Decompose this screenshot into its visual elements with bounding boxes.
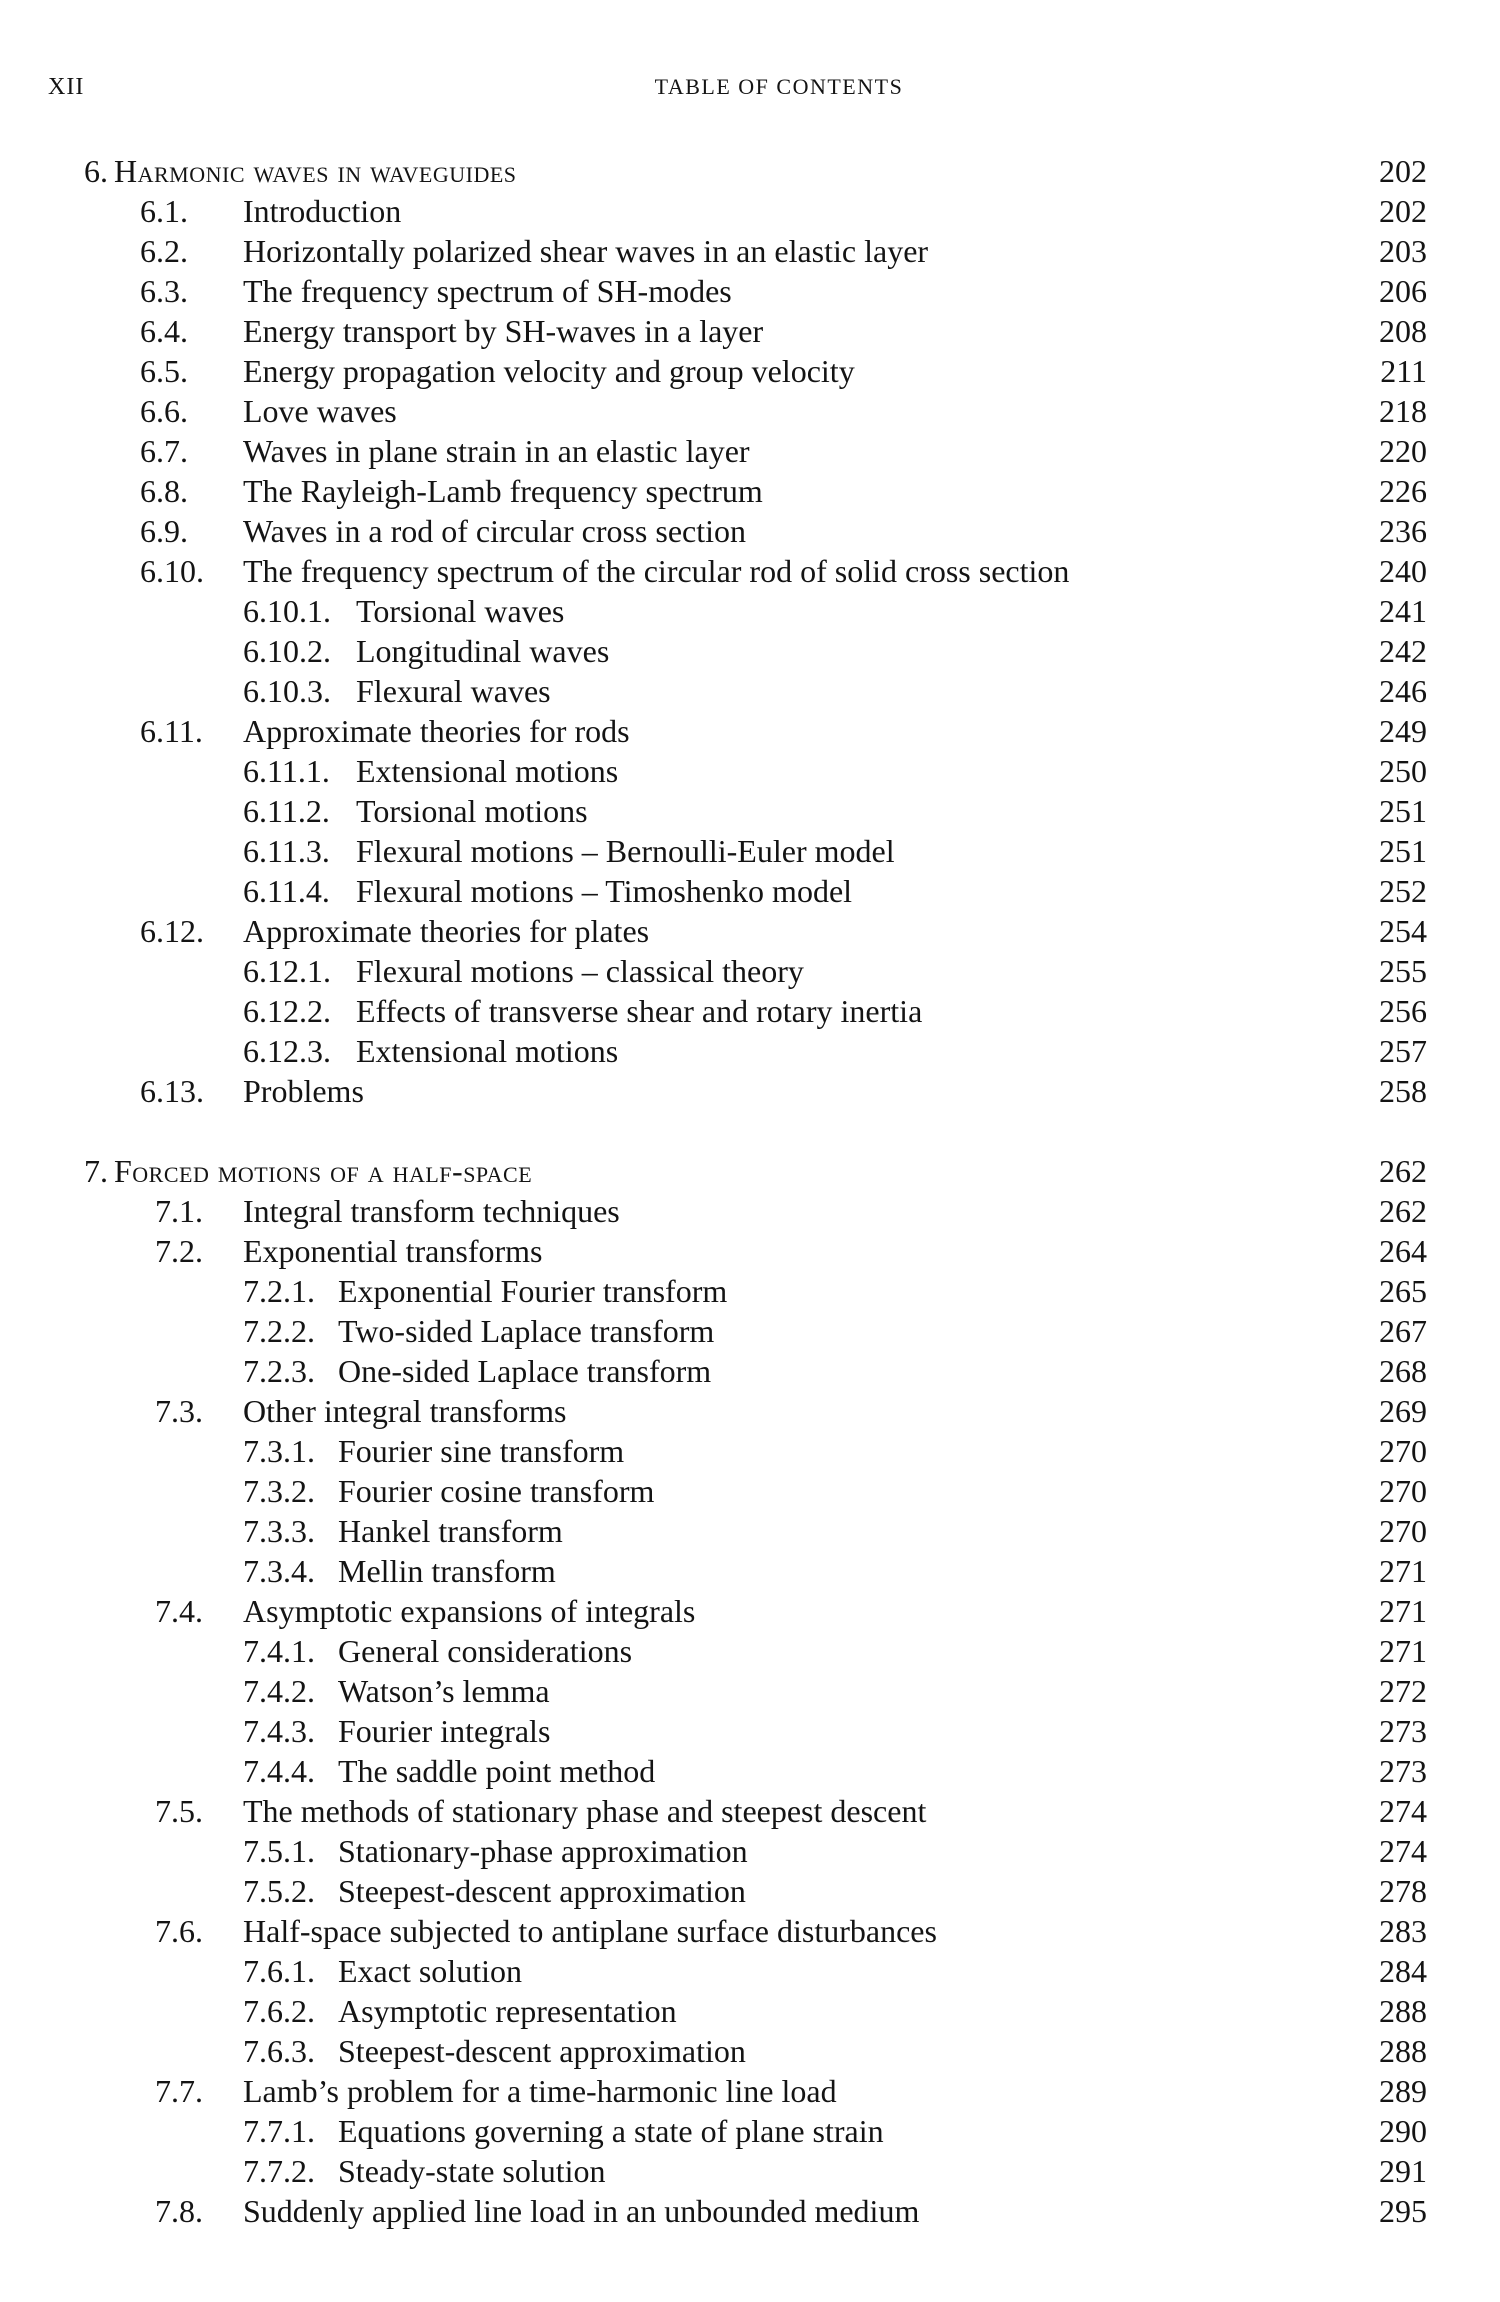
entry-page: 202 bbox=[1379, 193, 1427, 229]
toc-subsection-entry[interactable] bbox=[0, 1991, 1500, 2031]
toc-section-entry[interactable] bbox=[0, 511, 1500, 551]
entry-page: 289 bbox=[1379, 2073, 1427, 2109]
entry-number: 6.5. bbox=[140, 353, 188, 389]
toc-section-entry[interactable] bbox=[0, 1791, 1500, 1831]
toc-subsection-entry[interactable] bbox=[0, 631, 1500, 671]
toc-section-entry[interactable] bbox=[0, 271, 1500, 311]
chapter-number: 6. bbox=[84, 153, 108, 189]
chapter-page: 262 bbox=[1379, 1153, 1427, 1189]
entry-title: Equations governing a state of plane strain bbox=[338, 2113, 884, 2149]
entry-page: 274 bbox=[1379, 1793, 1427, 1829]
entry-page: 269 bbox=[1379, 1393, 1427, 1429]
entry-page: 220 bbox=[1379, 433, 1427, 469]
entry-page: 254 bbox=[1379, 913, 1427, 949]
toc-section-entry[interactable] bbox=[0, 471, 1500, 511]
page-number: XII bbox=[48, 74, 85, 100]
entry-number: 6.12.1. bbox=[243, 953, 331, 989]
entry-title: Other integral transforms bbox=[243, 1393, 567, 1429]
entry-number: 7.4.3. bbox=[243, 1713, 315, 1749]
toc-subsection-entry[interactable] bbox=[0, 1431, 1500, 1471]
entry-page: 270 bbox=[1379, 1433, 1427, 1469]
toc-section-entry[interactable] bbox=[0, 1191, 1500, 1231]
entry-page: 291 bbox=[1379, 2153, 1427, 2189]
chapter-title: Forced motions of a half-space bbox=[114, 1153, 533, 1189]
entry-page: 271 bbox=[1379, 1633, 1427, 1669]
entry-page: 241 bbox=[1379, 593, 1427, 629]
chapter-title: Harmonic waves in waveguides bbox=[114, 153, 517, 189]
chapter-gap bbox=[0, 1111, 1500, 1151]
entry-number: 6.6. bbox=[140, 393, 188, 429]
toc-subsection-entry[interactable] bbox=[0, 2111, 1500, 2151]
entry-number: 7.7.2. bbox=[243, 2153, 315, 2189]
entry-page: 258 bbox=[1379, 1073, 1427, 1109]
entry-page: 273 bbox=[1379, 1713, 1427, 1749]
toc-section-entry[interactable] bbox=[0, 1231, 1500, 1271]
entry-title: Approximate theories for plates bbox=[243, 913, 650, 949]
entry-title: Longitudinal waves bbox=[356, 633, 610, 669]
entry-page: 288 bbox=[1379, 1993, 1427, 2029]
entry-number: 7.4. bbox=[155, 1593, 203, 1629]
entry-page: 290 bbox=[1379, 2113, 1427, 2149]
toc-section-entry[interactable] bbox=[0, 1071, 1500, 1111]
entry-title: Energy transport by SH-waves in a layer bbox=[243, 313, 764, 349]
toc-subsection-entry[interactable] bbox=[0, 951, 1500, 991]
entry-page: 288 bbox=[1379, 2033, 1427, 2069]
entry-number: 7.5. bbox=[155, 1793, 203, 1829]
table-of-contents bbox=[0, 151, 1500, 2231]
entry-title: Exact solution bbox=[338, 1953, 522, 1989]
entry-title: Asymptotic expansions of integrals bbox=[243, 1593, 696, 1629]
entry-page: 265 bbox=[1379, 1273, 1427, 1309]
entry-title: Exponential transforms bbox=[243, 1233, 543, 1269]
entry-title: Watson’s lemma bbox=[338, 1673, 550, 1709]
entry-number: 6.11.1. bbox=[243, 753, 330, 789]
entry-number: 6.10.1. bbox=[243, 593, 331, 629]
entry-title: Approximate theories for rods bbox=[243, 713, 630, 749]
entry-title: One-sided Laplace transform bbox=[338, 1353, 712, 1389]
toc-subsection-entry[interactable] bbox=[0, 1271, 1500, 1311]
entry-title: Effects of transverse shear and rotary inertia bbox=[356, 993, 923, 1029]
chapter-page: 202 bbox=[1379, 153, 1427, 189]
toc-subsection-entry[interactable] bbox=[0, 1511, 1500, 1551]
toc-subsection-entry[interactable] bbox=[0, 1871, 1500, 1911]
toc-subsection-entry[interactable] bbox=[0, 1671, 1500, 1711]
entry-title: Waves in plane strain in an elastic layer bbox=[243, 433, 750, 469]
entry-page: 262 bbox=[1379, 1193, 1427, 1229]
toc-section-entry[interactable] bbox=[0, 711, 1500, 751]
entry-title: Steady-state solution bbox=[338, 2153, 606, 2189]
entry-title: The frequency spectrum of SH-modes bbox=[243, 273, 732, 309]
entry-number: 7.6.2. bbox=[243, 1993, 315, 2029]
toc-subsection-entry[interactable] bbox=[0, 991, 1500, 1031]
toc-section-entry[interactable] bbox=[0, 1911, 1500, 1951]
toc-subsection-entry[interactable] bbox=[0, 871, 1500, 911]
entry-number: 7.2.2. bbox=[243, 1313, 315, 1349]
toc-section-entry[interactable] bbox=[0, 391, 1500, 431]
entry-number: 7.4.4. bbox=[243, 1753, 315, 1789]
entry-page: 218 bbox=[1379, 393, 1427, 429]
entry-number: 7.5.2. bbox=[243, 1873, 315, 1909]
entry-page: 203 bbox=[1379, 233, 1427, 269]
toc-section-entry[interactable] bbox=[0, 911, 1500, 951]
entry-number: 7.3.2. bbox=[243, 1473, 315, 1509]
toc-subsection-entry[interactable] bbox=[0, 2031, 1500, 2071]
entry-number: 7.6.3. bbox=[243, 2033, 315, 2069]
entry-title: Extensional motions bbox=[356, 1033, 619, 1069]
chapter-heading[interactable] bbox=[0, 1151, 1500, 1191]
toc-subsection-entry[interactable] bbox=[0, 1031, 1500, 1071]
toc-section-entry[interactable] bbox=[0, 2071, 1500, 2111]
entry-page: 271 bbox=[1379, 1593, 1427, 1629]
entry-page: 251 bbox=[1379, 793, 1427, 829]
chapter-7-section bbox=[0, 1151, 1500, 2231]
entry-page: 206 bbox=[1379, 273, 1427, 309]
entry-title: Flexural motions – Bernoulli-Euler model bbox=[356, 833, 895, 869]
entry-title: Energy propagation velocity and group velocity bbox=[243, 353, 855, 389]
entry-page: 270 bbox=[1379, 1473, 1427, 1509]
entry-title: Two-sided Laplace transform bbox=[338, 1313, 715, 1349]
entry-page: 274 bbox=[1379, 1833, 1427, 1869]
entry-title: Horizontally polarized shear waves in an elastic layer bbox=[243, 233, 929, 269]
entry-page: 271 bbox=[1379, 1553, 1427, 1589]
entry-title: Flexural waves bbox=[356, 673, 551, 709]
entry-title: The frequency spectrum of the circular rod of solid cross section bbox=[243, 553, 1070, 589]
toc-subsection-entry[interactable] bbox=[0, 791, 1500, 831]
entry-title: The saddle point method bbox=[338, 1753, 656, 1789]
entry-number: 6.11.3. bbox=[243, 833, 330, 869]
entry-number: 6.12.2. bbox=[243, 993, 331, 1029]
entry-title: Hankel transform bbox=[338, 1513, 563, 1549]
entry-title: Half-space subjected to antiplane surface disturbances bbox=[243, 1913, 937, 1949]
entry-title: Fourier sine transform bbox=[338, 1433, 625, 1469]
entry-number: 7.6.1. bbox=[243, 1953, 315, 1989]
entry-title: Introduction bbox=[243, 193, 402, 229]
entry-title: Integral transform techniques bbox=[243, 1193, 620, 1229]
entry-title: Stationary-phase approximation bbox=[338, 1833, 748, 1869]
entry-page: 283 bbox=[1379, 1913, 1427, 1949]
entry-title: Fourier integrals bbox=[338, 1713, 551, 1749]
entry-number: 7.2.1. bbox=[243, 1273, 315, 1309]
entry-number: 6.10.3. bbox=[243, 673, 331, 709]
entry-page: 246 bbox=[1379, 673, 1427, 709]
entry-title: The Rayleigh-Lamb frequency spectrum bbox=[243, 473, 763, 509]
entry-page: 250 bbox=[1379, 753, 1427, 789]
entry-title: Extensional motions bbox=[356, 753, 619, 789]
entry-title: The methods of stationary phase and steepest descent bbox=[243, 1793, 927, 1829]
toc-subsection-entry[interactable] bbox=[0, 671, 1500, 711]
entry-number: 6.7. bbox=[140, 433, 188, 469]
toc-subsection-entry[interactable] bbox=[0, 1831, 1500, 1871]
entry-number: 7.2. bbox=[155, 1233, 203, 1269]
toc-section-entry[interactable] bbox=[0, 1391, 1500, 1431]
entry-number: 7.7. bbox=[155, 2073, 203, 2109]
entry-page: 226 bbox=[1379, 473, 1427, 509]
entry-number: 6.10. bbox=[140, 553, 204, 589]
entry-title: Flexural motions – Timoshenko model bbox=[356, 873, 853, 909]
entry-number: 6.11.4. bbox=[243, 873, 330, 909]
entry-title: Torsional waves bbox=[356, 593, 565, 629]
entry-page: 295 bbox=[1379, 2193, 1427, 2229]
entry-title: Mellin transform bbox=[338, 1553, 556, 1589]
entry-page: 257 bbox=[1379, 1033, 1427, 1069]
entry-page: 211 bbox=[1380, 353, 1427, 389]
toc-section-entry[interactable] bbox=[0, 191, 1500, 231]
entry-page: 273 bbox=[1379, 1753, 1427, 1789]
toc-section-entry[interactable] bbox=[0, 431, 1500, 471]
toc-section-entry[interactable] bbox=[0, 351, 1500, 391]
entry-number: 6.1. bbox=[140, 193, 188, 229]
toc-subsection-entry[interactable] bbox=[0, 831, 1500, 871]
entry-number: 7.7.1. bbox=[243, 2113, 315, 2149]
entry-page: 278 bbox=[1379, 1873, 1427, 1909]
entry-number: 6.8. bbox=[140, 473, 188, 509]
entry-page: 270 bbox=[1379, 1513, 1427, 1549]
entry-page: 264 bbox=[1379, 1233, 1427, 1269]
entry-number: 6.4. bbox=[140, 313, 188, 349]
entry-title: Asymptotic representation bbox=[338, 1993, 677, 2029]
toc-subsection-entry[interactable] bbox=[0, 2151, 1500, 2191]
entry-page: 242 bbox=[1379, 633, 1427, 669]
entry-number: 7.3.3. bbox=[243, 1513, 315, 1549]
entry-number: 6.11.2. bbox=[243, 793, 330, 829]
chapter-6-section bbox=[0, 151, 1500, 1111]
entry-number: 6.12.3. bbox=[243, 1033, 331, 1069]
chapter-number: 7. bbox=[84, 1153, 108, 1189]
entry-number: 7.3.1. bbox=[243, 1433, 315, 1469]
entry-number: 6.12. bbox=[140, 913, 204, 949]
entry-number: 7.6. bbox=[155, 1913, 203, 1949]
entry-title: Exponential Fourier transform bbox=[338, 1273, 728, 1309]
entry-page: 272 bbox=[1379, 1673, 1427, 1709]
entry-number: 7.3.4. bbox=[243, 1553, 315, 1589]
toc-section-entry[interactable] bbox=[0, 311, 1500, 351]
entry-number: 7.8. bbox=[155, 2193, 203, 2229]
entry-title: Suddenly applied line load in an unbounded medium bbox=[243, 2193, 920, 2229]
entry-number: 6.2. bbox=[140, 233, 188, 269]
entry-page: 240 bbox=[1379, 553, 1427, 589]
entry-page: 251 bbox=[1379, 833, 1427, 869]
toc-subsection-entry[interactable] bbox=[0, 1631, 1500, 1671]
toc-subsection-entry[interactable] bbox=[0, 751, 1500, 791]
entry-number: 7.1. bbox=[155, 1193, 203, 1229]
toc-subsection-entry[interactable] bbox=[0, 1711, 1500, 1751]
entry-page: 256 bbox=[1379, 993, 1427, 1029]
entry-page: 208 bbox=[1379, 313, 1427, 349]
toc-subsection-entry[interactable] bbox=[0, 1311, 1500, 1351]
chapter-7-entries bbox=[0, 1191, 1500, 2231]
entry-number: 7.5.1. bbox=[243, 1833, 315, 1869]
chapter-6-entries bbox=[0, 191, 1500, 1111]
entry-title: Fourier cosine transform bbox=[338, 1473, 655, 1509]
entry-page: 268 bbox=[1379, 1353, 1427, 1389]
entry-title: Problems bbox=[243, 1073, 364, 1109]
entry-number: 6.3. bbox=[140, 273, 188, 309]
entry-number: 6.9. bbox=[140, 513, 188, 549]
toc-subsection-entry[interactable] bbox=[0, 1951, 1500, 1991]
entry-title: Steepest-descent approximation bbox=[338, 2033, 746, 2069]
toc-subsection-entry[interactable] bbox=[0, 1351, 1500, 1391]
toc-subsection-entry[interactable] bbox=[0, 1471, 1500, 1511]
entry-number: 6.10.2. bbox=[243, 633, 331, 669]
entry-number: 7.3. bbox=[155, 1393, 203, 1429]
entry-number: 7.4.2. bbox=[243, 1673, 315, 1709]
toc-subsection-entry[interactable] bbox=[0, 1551, 1500, 1591]
entry-title: Flexural motions – classical theory bbox=[356, 953, 804, 989]
entry-number: 6.11. bbox=[140, 713, 203, 749]
entry-title: Steepest-descent approximation bbox=[338, 1873, 746, 1909]
entry-page: 284 bbox=[1379, 1953, 1427, 1989]
entry-number: 6.13. bbox=[140, 1073, 204, 1109]
entry-page: 255 bbox=[1379, 953, 1427, 989]
toc-subsection-entry[interactable] bbox=[0, 591, 1500, 631]
entry-title: General considerations bbox=[338, 1633, 633, 1669]
running-header bbox=[48, 74, 1390, 114]
entry-title: Torsional motions bbox=[356, 793, 588, 829]
toc-section-entry[interactable] bbox=[0, 2191, 1500, 2231]
toc-section-entry[interactable] bbox=[0, 551, 1500, 591]
toc-subsection-entry[interactable] bbox=[0, 1751, 1500, 1791]
chapter-heading[interactable] bbox=[0, 151, 1500, 191]
entry-title: Waves in a rod of circular cross section bbox=[243, 513, 747, 549]
entry-title: Love waves bbox=[243, 393, 397, 429]
entry-page: 252 bbox=[1379, 873, 1427, 909]
toc-section-entry[interactable] bbox=[0, 1591, 1500, 1631]
running-title: TABLE OF CONTENTS bbox=[654, 74, 904, 99]
entry-title: Lamb’s problem for a time-harmonic line load bbox=[243, 2073, 837, 2109]
entry-number: 7.2.3. bbox=[243, 1353, 315, 1389]
entry-page: 249 bbox=[1379, 713, 1427, 749]
entry-page: 267 bbox=[1379, 1313, 1427, 1349]
entry-number: 7.4.1. bbox=[243, 1633, 315, 1669]
toc-section-entry[interactable] bbox=[0, 231, 1500, 271]
entry-page: 236 bbox=[1379, 513, 1427, 549]
